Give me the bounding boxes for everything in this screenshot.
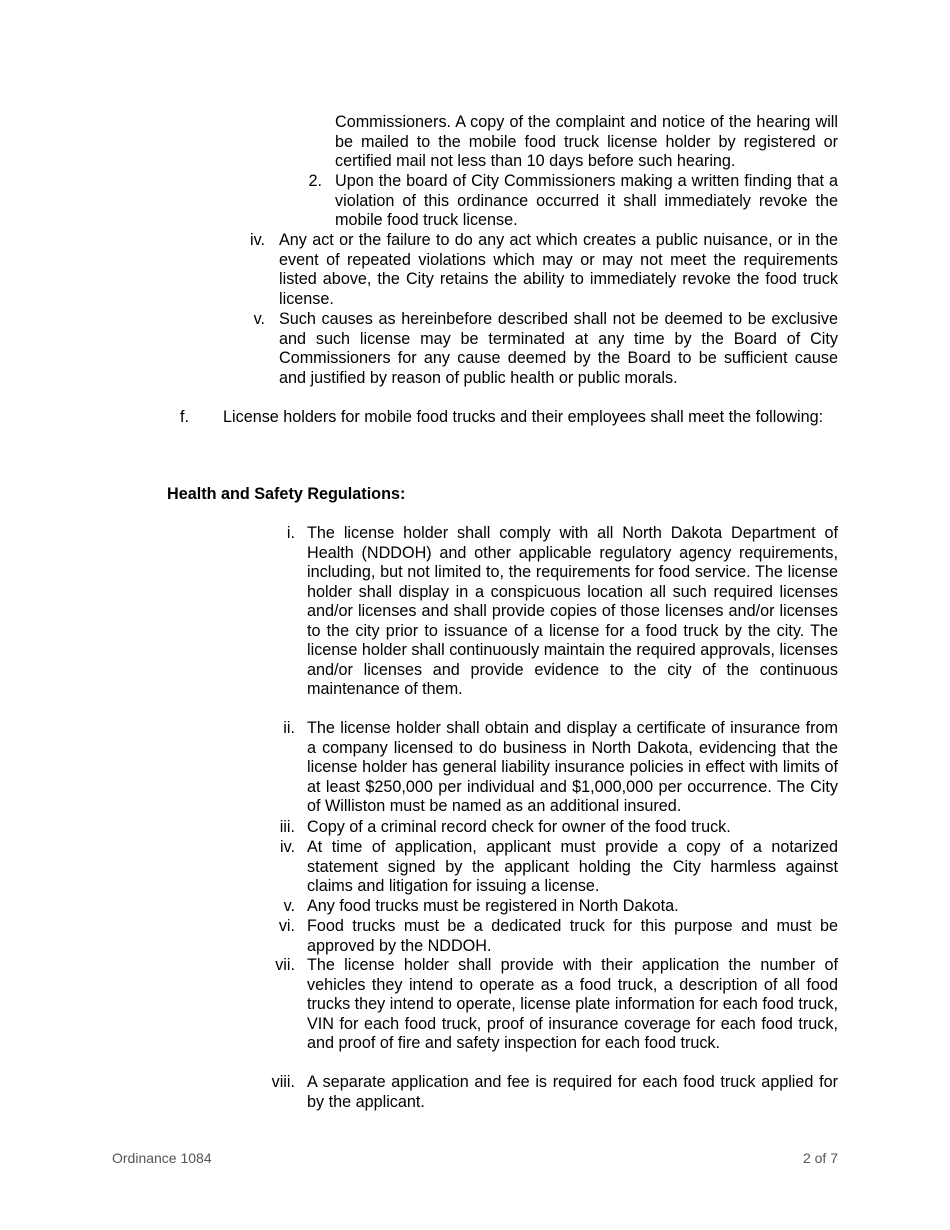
list-item-text: A separate application and fee is required for each food truck applied for by the applicant. (307, 1073, 838, 1111)
section-heading: Health and Safety Regulations: (167, 485, 406, 503)
continuation-paragraph: Commissioners. A copy of the complaint and notice of the hearing will be mailed to the mobile food truck license holder by registered or certified mail not less than 10 days before such hearing. (335, 113, 838, 170)
list-number: iii. (279, 818, 295, 836)
list-item-text: The license holder shall provide with their application the number of vehicles they intend to operate as a food truck, a description of all food trucks they intend to operate, license plate information for each food truck, VIN for each food truck, proof of insurance coverage for each food truck, and proof of fire and safety inspection for each food truck. (307, 956, 838, 1052)
list-item-text: At time of application, applicant must provide a copy of a notarized statement signed by the applicant holding the City harmless against claims and litigation for issuing a license. (307, 838, 838, 895)
list-number: iv. (280, 838, 295, 856)
list-item-text: Any food trucks must be registered in North Dakota. (307, 897, 679, 915)
list-item-text: The license holder shall obtain and display a certificate of insurance from a company licensed to do business in North Dakota, evidencing that the license holder has general liability insurance policies in effect with limits of at least $250,000 per individual and $1,000,000 per occurrence. The City of Williston must be named as an additional insured. (307, 719, 838, 815)
section-f-text: License holders for mobile food trucks and their employees shall meet the following: (223, 408, 824, 426)
list-item-text: The license holder shall comply with all North Dakota Department of Health (NDDOH) and other applicable regulatory agency requirements, including, but not limited to, the requirements for food service. The license holder shall display in a conspicuous location all such required licenses and/or licenses and shall provide copies of those licenses and/or licenses to the city prior to issuance of a license for a food truck by the city. The license holder shall continuously maintain the required approvals, licenses and/or licenses and provide evidence to the city of the continuous maintenance of them. (307, 524, 838, 698)
list-number: vi. (278, 917, 295, 935)
list-item-text: Upon the board of City Commissioners making a written finding that a violation of this ordinance occurred it shall immediately revoke the mobile food truck license. (335, 172, 838, 229)
list-number: vii. (275, 956, 295, 974)
footer-ordinance-label: Ordinance 1084 (112, 1150, 212, 1166)
list-number: iv. (250, 231, 265, 249)
list-number: 2. (308, 172, 322, 190)
footer-page-number: 2 of 7 (802, 1150, 838, 1166)
list-number: v. (253, 310, 265, 328)
list-item-text: Any act or the failure to do any act which creates a public nuisance, or in the event of repeated violations which may or may not meet the requirements listed above, the City retains the ability to immediately revoke the food truck license. (279, 231, 838, 308)
section-letter: f. (180, 408, 189, 426)
list-item-text: Copy of a criminal record check for owner of the food truck. (307, 818, 731, 836)
list-number: ii. (283, 719, 295, 737)
list-number: v. (283, 897, 295, 915)
list-number: viii. (271, 1073, 295, 1091)
list-number: i. (286, 524, 295, 542)
list-item-text: Such causes as hereinbefore described shall not be deemed to be exclusive and such license may be terminated at any time by the Board of City Commissioners for any cause deemed by the Board to be sufficient cause and justified by reason of public health or public morals. (279, 310, 838, 387)
list-item-text: Food trucks must be a dedicated truck for this purpose and must be approved by the NDDOH. (307, 917, 838, 955)
